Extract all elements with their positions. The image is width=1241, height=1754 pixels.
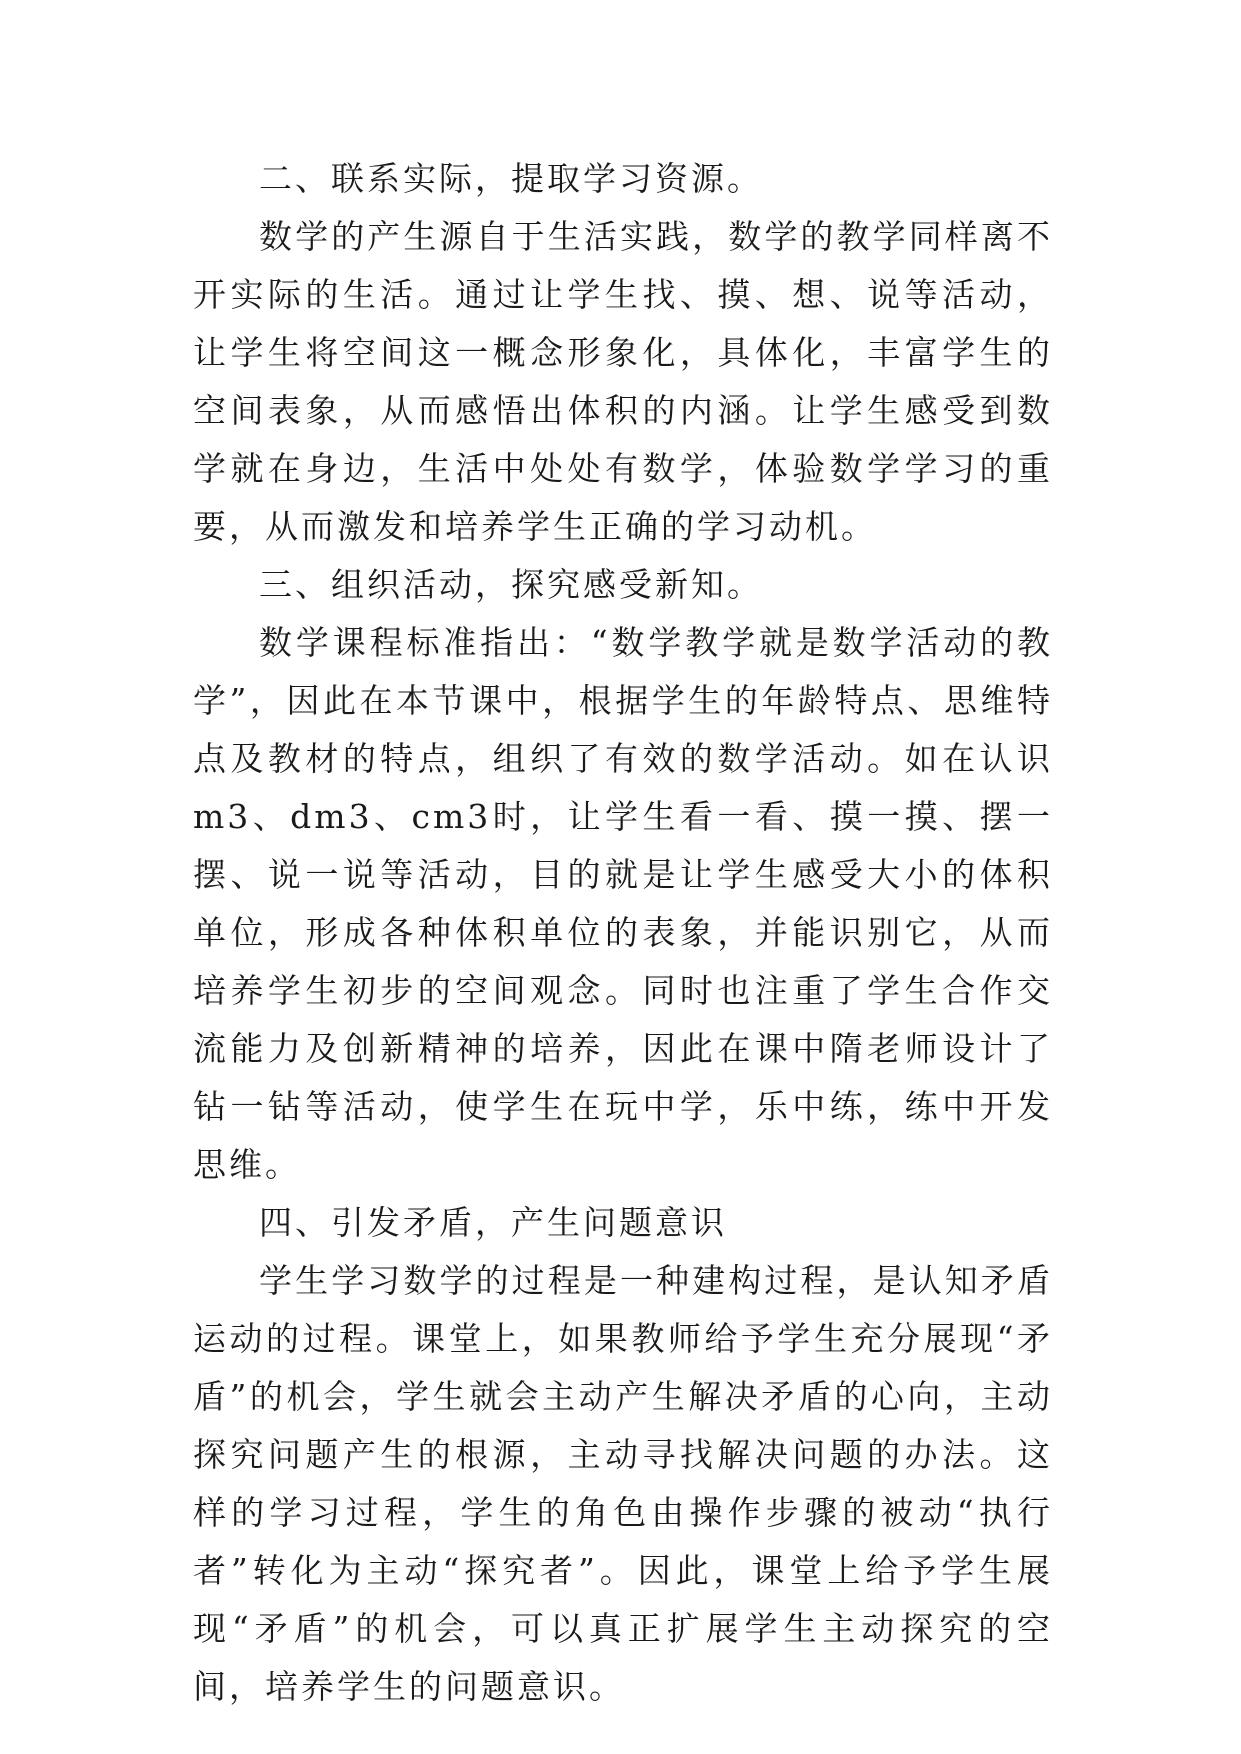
section-paragraph-3: 数学课程标准指出：“数学教学就是数学活动的教学”，因此在本节课中，根据学生的年龄特点、思维特点及教材的特点，组织了有效的数学活动。如在认识m3、dm3、cm3时，让学生看一看、摸一摸、摆一摆、说一说等活动，目的就是让学生感受大小的体积单位，形成各种体积单位的表象，并能识别它，从而培养学生初步的空间观念。同时也注重了学生合作交流能力及创新精神的培养，因此在课中隋老师设计了钻一钻等活动，使学生在玩中学，乐中练，练中开发思维。: [193, 623, 1053, 1184]
section-paragraph-2: 数学的产生源自于生活实践，数学的教学同样离不开实际的生活。通过让学生找、摸、想、说等活动，让学生将空间这一概念形象化，具体化，丰富学生的空间表象，从而感悟出体积的内涵。让学生感受到数学就在身边，生活中处处有数学，体验数学学习的重要，从而激发和培养学生正确的学习动机。: [193, 217, 1053, 546]
section-heading-3: 三、组织活动，探究感受新知。: [259, 565, 763, 604]
section-paragraph-4: 学生学习数学的过程是一种建构过程，是认知矛盾运动的过程。课堂上，如果教师给予学生充分展现“矛盾”的机会，学生就会主动产生解决矛盾的心向，主动探究问题产生的根源，主动寻找解决问题的办法。这样的学习过程，学生的角色由操作步骤的被动“执行者”转化为主动“探究者”。因此，课堂上给予学生展现“矛盾”的机会，可以真正扩展学生主动探究的空间，培养学生的问题意识。: [193, 1261, 1053, 1706]
section-heading-2: 二、联系实际，提取学习资源。: [259, 159, 763, 198]
section-heading-4: 四、引发矛盾，产生问题意识: [259, 1203, 727, 1242]
document-body: [193, 150, 1053, 1716]
